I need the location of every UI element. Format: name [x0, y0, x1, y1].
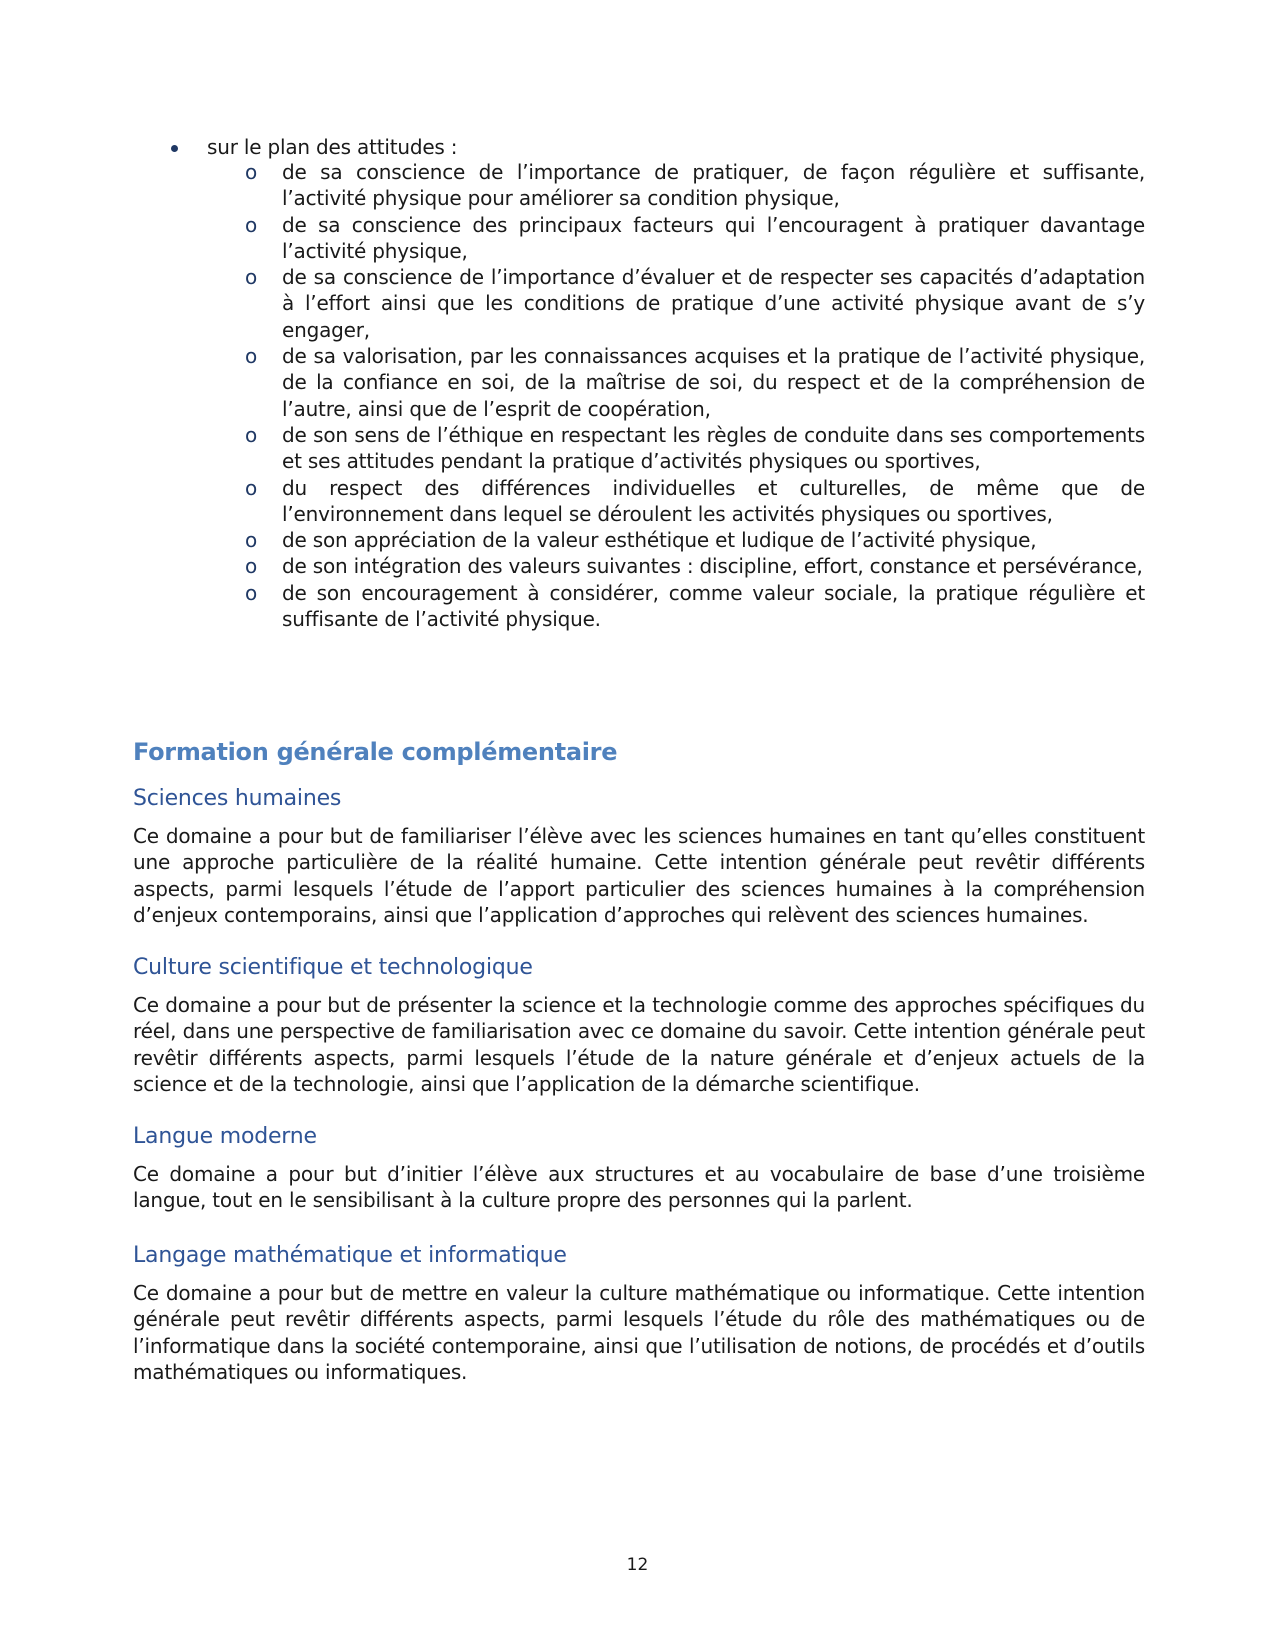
paragraph-langage-math: Ce domaine a pour but de mettre en valeur la culture mathématique ou informatique. Cette intention générale peut revêtir différents aspects, parmi lesquels l’étude du rôle des mathématiques ou de l’informatique dans la société contemporaine, ainsi que l’utilisation de notions, de procédés et d’outils mathématiques ou informatiques.: [133, 1281, 1145, 1384]
heading-langue-moderne: Langue moderne: [133, 1124, 317, 1149]
circle-bullet-icon: o: [245, 554, 258, 579]
page-number: 12: [626, 1555, 649, 1575]
heading-langage-math: Langage mathématique et informatique: [133, 1243, 567, 1268]
section-title: Formation générale complémentaire: [133, 738, 618, 766]
list-item: o de son encouragement à considérer, comme valeur sociale, la pratique régulière et suffisante de l’activité physique.: [245, 580, 1145, 632]
circle-bullet-icon: o: [245, 580, 258, 605]
circle-bullet-icon: o: [245, 212, 258, 237]
list-item: o de sa conscience de l’importance d’évaluer et de respecter ses capacités d’adaptation à l’effort ainsi que les conditions de pratique d’une activité physique avant de s’y engager,: [245, 265, 1145, 342]
bullet-label: sur le plan des attitudes :: [207, 135, 458, 159]
circle-bullet-icon: o: [245, 528, 258, 553]
circle-bullet-icon: o: [245, 422, 258, 447]
list-item: o de son sens de l’éthique en respectant les règles de conduite dans ses comportements et ses attitudes pendant la pratique d’activités physiques ou sportives,: [245, 422, 1145, 474]
list-item: o du respect des différences individuelles et culturelles, de même que de l’environnement dans lequel se déroulent les activités physiques ou sportives,: [245, 475, 1145, 526]
circle-bullet-icon: o: [245, 265, 258, 290]
paragraph-langue-moderne: Ce domaine a pour but d’initier l’élève aux structures et au vocabulaire de base d’une troisième langue, tout en le sensibilisant à la culture propre des personnes qui la parlent.: [133, 1162, 1145, 1213]
list-item: o de sa conscience des principaux facteurs qui l’encouragent à pratiquer davantage l’activité physique,: [245, 212, 1145, 263]
list-item: o de son intégration des valeurs suivantes : discipline, effort, constance et persévérance,: [245, 554, 1143, 579]
paragraph-culture-scientifique: Ce domaine a pour but de présenter la science et la technologie comme des approches spécifiques du réel, dans une perspective de familiarisation avec ce domaine du savoir. Cette intention générale peut revêtir différents aspects, parmi lesquels l’étude de la nature générale et d’enjeux actuels de la science et de la technologie, ainsi que l’application de la démarche scientifique.: [133, 993, 1145, 1096]
heading-culture-scientifique: Culture scientifique et technologique: [133, 955, 533, 980]
circle-bullet-icon: o: [245, 475, 258, 500]
bullet-dot-icon: [171, 145, 178, 152]
list-item: o de sa conscience de l’importance de pratiquer, de façon régulière et suffisante, l’activité physique pour améliorer sa condition physique,: [245, 160, 1145, 211]
circle-bullet-icon: o: [245, 160, 258, 184]
circle-bullet-icon: o: [245, 344, 258, 369]
attitudes-sublist: [245, 159, 1145, 632]
list-item: o de son appréciation de la valeur esthétique et ludique de l’activité physique,: [245, 528, 1037, 553]
heading-sciences-humaines: Sciences humaines: [133, 786, 342, 811]
paragraph-sciences-humaines: Ce domaine a pour but de familiariser l’élève avec les sciences humaines en tant qu’elles constituent une approche particulière de la réalité humaine. Cette intention générale peut revêtir différents aspects, parmi lesquels l’étude de l’apport particulier des sciences humaines à la compréhension d’enjeux contemporains, ainsi que l’application d’approches qui relèvent des sciences humaines.: [133, 824, 1145, 927]
list-item: o de sa valorisation, par les connaissances acquises et la pratique de l’activité physique, de la confiance en soi, de la maîtrise de soi, du respect et de la compréhension de l’autre, ainsi que de l’esprit de coopération,: [245, 344, 1145, 421]
